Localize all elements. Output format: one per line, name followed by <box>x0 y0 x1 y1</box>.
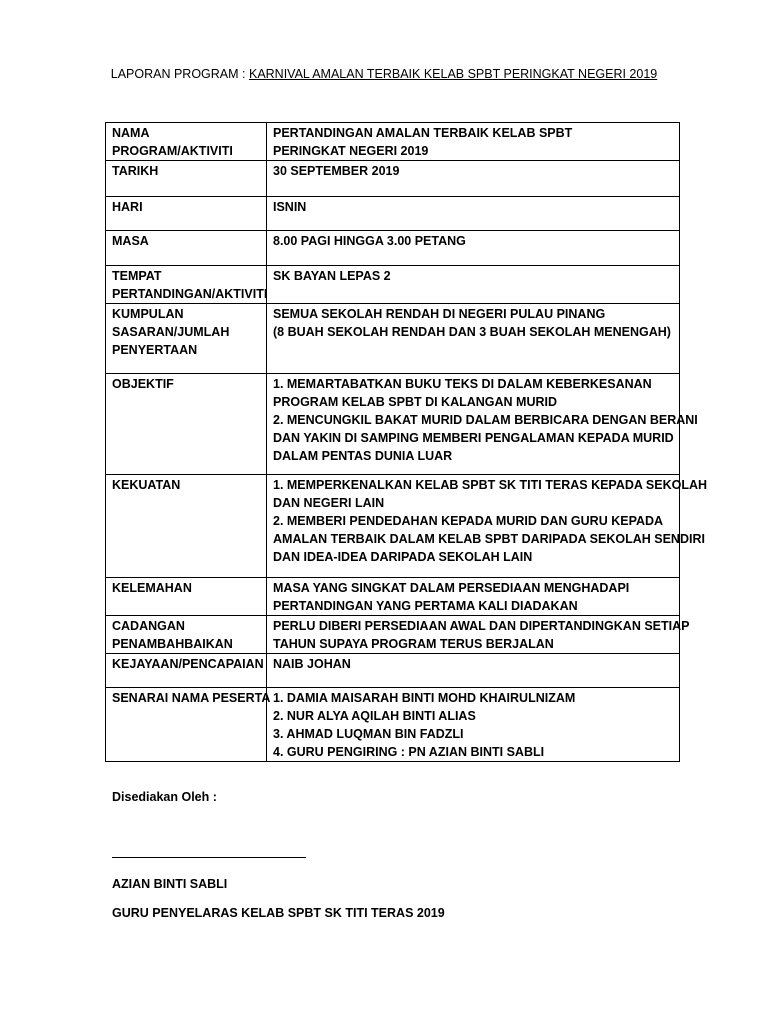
table-row <box>106 374 680 475</box>
row-label-line: PENYERTAAN <box>112 343 198 357</box>
row-value-cell <box>267 578 680 616</box>
row-value-cell <box>267 231 680 266</box>
row-label-line: KEKUATAN <box>112 478 181 492</box>
row-value-cell <box>267 374 698 475</box>
row-value-cell <box>267 266 680 304</box>
table-row <box>106 475 680 578</box>
row-value-line: NAIB JOHAN <box>273 657 351 671</box>
prepared-by-label: Disediakan Oleh : <box>112 790 217 804</box>
row-label-cell <box>106 578 267 616</box>
table-row <box>106 197 680 231</box>
preparer-name: AZIAN BINTI SABLI <box>112 877 228 891</box>
row-value-line: PERLU DIBERI PERSEDIAAN AWAL DAN DIPERTANDINGKAN SETIAP <box>273 619 690 633</box>
row-label-line: OBJEKTIF <box>112 377 174 391</box>
table-row <box>106 304 680 374</box>
row-value-line: 4. GURU PENGIRING : PN AZIAN BINTI SABLI <box>273 745 545 759</box>
row-label-cell <box>106 197 267 231</box>
row-value-line: TAHUN SUPAYA PROGRAM TERUS BERJALAN <box>273 637 554 651</box>
row-value-line: PERTANDINGAN YANG PERTAMA KALI DIADAKAN <box>273 599 578 613</box>
row-label-line: KUMPULAN <box>112 307 184 321</box>
row-label-cell <box>106 304 267 374</box>
preparer-position: GURU PENYELARAS KELAB SPBT SK TITI TERAS 2019 <box>112 906 445 920</box>
row-value-line: PROGRAM KELAB SPBT DI KALANGAN MURID <box>273 395 558 409</box>
row-value-line: 3. AHMAD LUQMAN BIN FADZLI <box>273 727 464 741</box>
table-row <box>106 123 680 161</box>
row-label-cell <box>106 161 267 197</box>
row-value-cell <box>267 123 680 161</box>
row-value-line: DAN IDEA-IDEA DARIPADA SEKOLAH LAIN <box>273 550 533 564</box>
row-label-line: MASA <box>112 234 149 248</box>
row-value-line: MASA YANG SINGKAT DALAM PERSEDIAAN MENGHADAPI <box>273 581 630 595</box>
row-value-cell <box>267 654 680 688</box>
row-label-cell <box>106 616 267 654</box>
row-label-cell <box>106 688 271 762</box>
row-value-line: 1. MEMARTABATKAN BUKU TEKS DI DALAM KEBERKESANAN <box>273 377 652 391</box>
row-label-line: SASARAN/JUMLAH <box>112 325 230 339</box>
row-label-cell <box>106 374 267 475</box>
table-row <box>106 161 680 197</box>
row-label-line: PROGRAM/AKTIVITI <box>112 144 233 158</box>
row-value-line: DAN NEGERI LAIN <box>273 496 385 510</box>
row-value-cell <box>267 616 690 654</box>
row-label-line: CADANGAN <box>112 619 185 633</box>
row-value-line: 2. NUR ALYA AQILAH BINTI ALIAS <box>273 709 476 723</box>
row-label-line: HARI <box>112 200 143 214</box>
row-label-line: SENARAI NAMA PESERTA <box>112 691 271 705</box>
row-value-cell <box>267 688 680 762</box>
report-table <box>105 122 708 762</box>
row-value-line: SK BAYAN LEPAS 2 <box>273 269 391 283</box>
row-label-cell <box>106 654 267 688</box>
row-label-cell <box>106 123 267 161</box>
row-label-cell <box>106 231 267 266</box>
row-value-line: 8.00 PAGI HINGGA 3.00 PETANG <box>273 234 466 248</box>
table-row <box>106 231 680 266</box>
table-row <box>106 616 680 654</box>
row-label-line: TEMPAT <box>112 269 162 283</box>
row-label-line: PERTANDINGAN/AKTIVITI <box>112 287 268 301</box>
row-label-line: KEJAYAAN/PENCAPAIAN <box>112 657 264 671</box>
row-label-line: TARIKH <box>112 164 159 178</box>
row-value-line: 1. MEMPERKENALKAN KELAB SPBT SK TITI TERAS KEPADA SEKOLAH <box>273 478 708 492</box>
row-value-line: PERINGKAT NEGERI 2019 <box>273 144 429 158</box>
page-title <box>0 66 768 82</box>
title-prefix: LAPORAN PROGRAM : <box>110 67 249 81</box>
row-value-line: SEMUA SEKOLAH RENDAH DI NEGERI PULAU PINANG <box>273 307 606 321</box>
row-value-line: ISNIN <box>273 200 307 214</box>
table-row <box>106 654 680 688</box>
row-value-line: PERTANDINGAN AMALAN TERBAIK KELAB SPBT <box>273 126 573 140</box>
row-value-line: DAN YAKIN DI SAMPING MEMBERI PENGALAMAN KEPADA MURID <box>273 431 674 445</box>
row-value-cell <box>267 475 708 578</box>
row-value-line: 2. MEMBERI PENDEDAHAN KEPADA MURID DAN GURU KEPADA <box>273 514 664 528</box>
row-value-line: 1. DAMIA MAISARAH BINTI MOHD KHAIRULNIZAM <box>273 691 576 705</box>
row-value-line: (8 BUAH SEKOLAH RENDAH DAN 3 BUAH SEKOLAH MENENGAH) <box>273 325 671 339</box>
row-label-line: PENAMBAHBAIKAN <box>112 637 233 651</box>
signature-line <box>112 857 306 858</box>
table-row <box>106 266 680 304</box>
row-value-line: 2. MENCUNGKIL BAKAT MURID DALAM BERBICARA DENGAN BERANI <box>273 413 698 427</box>
row-label-cell <box>106 475 267 578</box>
row-value-line: DALAM PENTAS DUNIA LUAR <box>273 449 453 463</box>
row-value-cell <box>267 161 680 197</box>
title-program-name: KARNIVAL AMALAN TERBAIK KELAB SPBT PERINGKAT NEGERI 2019 <box>248 67 658 81</box>
table-row <box>106 578 680 616</box>
row-label-line: KELEMAHAN <box>112 581 192 595</box>
row-value-line: 30 SEPTEMBER 2019 <box>273 164 400 178</box>
table-row <box>106 688 680 762</box>
row-label-cell <box>106 266 267 304</box>
row-label-line: NAMA <box>112 126 150 140</box>
row-value-cell <box>267 304 680 374</box>
row-value-cell <box>267 197 680 231</box>
row-value-line: AMALAN TERBAIK DALAM KELAB SPBT DARIPADA SEKOLAH SENDIRI <box>273 532 705 546</box>
